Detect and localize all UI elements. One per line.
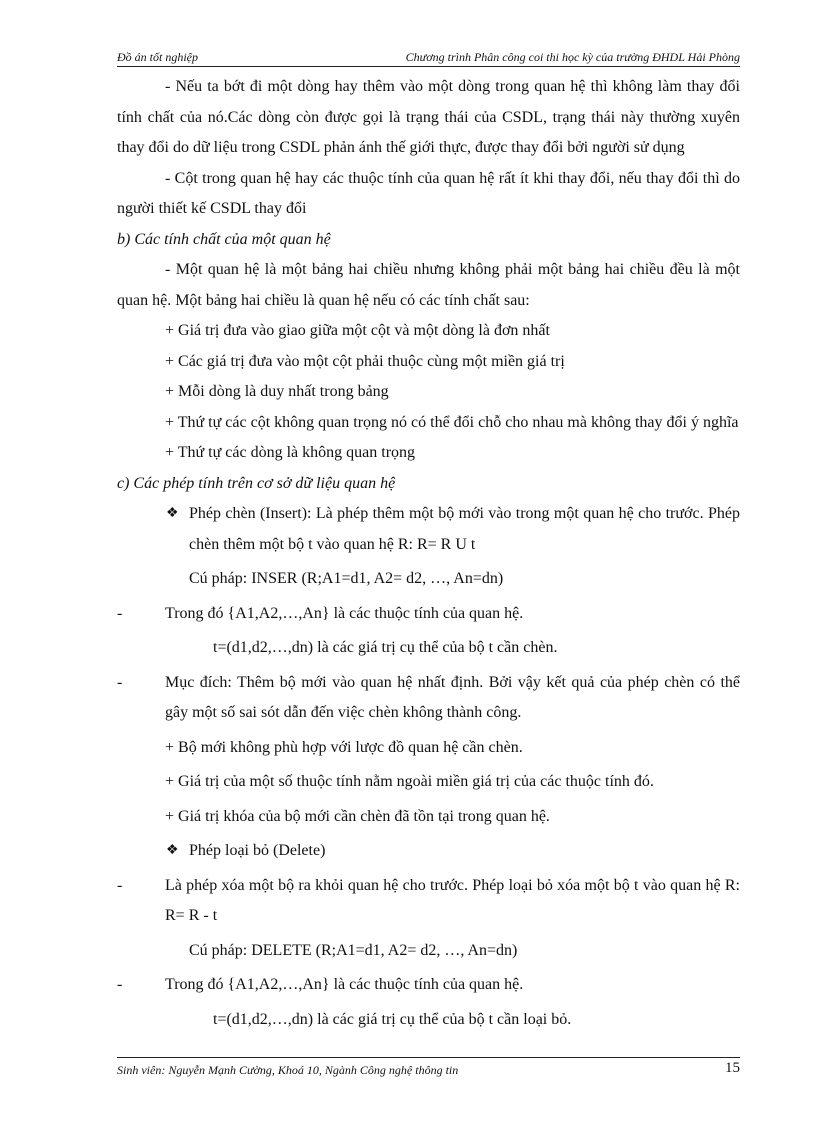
footer-student-info: Sinh viên: Nguyễn Mạnh Cường, Khoá 10, Ngành Công nghệ thông tin [117, 1063, 459, 1077]
paragraph-rows: - Nếu ta bớt đi một dòng hay thêm vào một dòng trong quan hệ thì không làm thay đổi tính chất của nó.Các dòng còn được gọi là trạng thái của CSDL, trạng thái này thường xuyên thay đổi do dữ liệu trong CSDL phản ánh thế giới thực, được thay đổi bởi người sử dụng [117, 78, 740, 156]
heading-relational-operations: c) Các phép tính trên cơ sở dữ liệu quan hệ [117, 474, 396, 492]
page-header [117, 48, 740, 67]
property-item-3: + Mỗi dòng là duy nhất trong bảng [165, 383, 389, 400]
diamond-bullet-icon: ❖ [166, 506, 179, 521]
purpose-text: Mục đích: Thêm bộ mới vào quan hệ nhất định. Bởi vậy kết quả của phép chèn có thể gây một số sai sót dẫn đến việc chèn không thành công. [165, 673, 740, 721]
insert-where-text: Trong đó {A1,A2,…,An} là các thuộc tính của quan hệ. [165, 604, 524, 622]
error-item-2: + Giá trị của một số thuộc tính nằm ngoài miền giá trị của các thuộc tính đó. [165, 773, 654, 790]
property-item-1: + Giá trị đưa vào giao giữa một cột và một dòng là đơn nhất [165, 322, 550, 339]
error-item-3: + Giá trị khóa của bộ mới cần chèn đã tồn tại trong quan hệ. [165, 807, 550, 825]
insert-tuple-values: t=(d1,d2,…,dn) là các giá trị cụ thể của bộ t cần chèn. [213, 639, 558, 656]
page-number: 15 [725, 1060, 740, 1076]
property-item-2: + Các giá trị đưa vào một cột phải thuộc cùng một miền giá trị [165, 352, 565, 370]
insert-bullet [117, 499, 740, 560]
delete-description: Là phép xóa một bộ ra khỏi quan hệ cho trước. Phép loại bỏ xóa một bộ t vào quan hệ R: R= R - t [165, 876, 740, 924]
header-right: Chương trình Phân công coi thi học kỳ của trường ĐHDL Hải Phòng [405, 50, 740, 64]
error-item-1: + Bộ mới không phù hợp với lược đồ quan hệ cần chèn. [165, 738, 523, 756]
delete-bullet [117, 836, 740, 867]
delete-where-text: Trong đó {A1,A2,…,An} là các thuộc tính của quan hệ. [165, 976, 524, 993]
insert-description: Phép chèn (Insert): Là phép thêm một bộ mới vào trong một quan hệ cho trước. Phép chèn thêm một bộ t vào quan hệ R: R= R U t [189, 505, 740, 553]
insert-where-item [117, 599, 740, 630]
page-body [117, 72, 740, 1035]
delete-title: Phép loại bỏ (Delete) [189, 842, 326, 859]
property-item-4: + Thứ tự các cột không quan trọng nó có thể đổi chỗ cho nhau mà không thay đổi ý nghĩa [165, 413, 739, 431]
property-item-5: + Thứ tự các dòng là không quan trọng [165, 444, 416, 461]
heading-relation-properties: b) Các tính chất của một quan hệ [117, 230, 331, 248]
insert-syntax: Cú pháp: INSER (R;A1=d1, A2= d2, …, An=dn) [189, 570, 504, 587]
purpose-item [117, 668, 740, 729]
dash-marker: - [117, 604, 123, 622]
header-left: Đồ án tốt nghiệp [117, 50, 198, 64]
delete-where-item [117, 970, 740, 1001]
dash-marker: - [117, 876, 123, 894]
delete-tuple-values: t=(d1,d2,…,dn) là các giá trị cụ thể của bộ t cần loại bỏ. [213, 1010, 572, 1028]
paragraph-relation-definition: - Một quan hệ là một bảng hai chiều nhưng không phải một bảng hai chiều đều là một quan hệ. Một bảng hai chiều là quan hệ nếu có các tính chất sau: [117, 261, 740, 309]
diamond-bullet-icon: ❖ [166, 843, 179, 858]
paragraph-columns: - Cột trong quan hệ hay các thuộc tính của quan hệ rất ít khi thay đổi, nếu thay đổi thì do người thiết kế CSDL thay đổi [117, 169, 740, 217]
dash-marker: - [117, 673, 123, 691]
delete-description-item [117, 871, 740, 932]
page-footer [117, 1057, 740, 1080]
dash-marker: - [117, 976, 123, 993]
delete-syntax: Cú pháp: DELETE (R;A1=d1, A2= d2, …, An=dn) [189, 941, 518, 959]
